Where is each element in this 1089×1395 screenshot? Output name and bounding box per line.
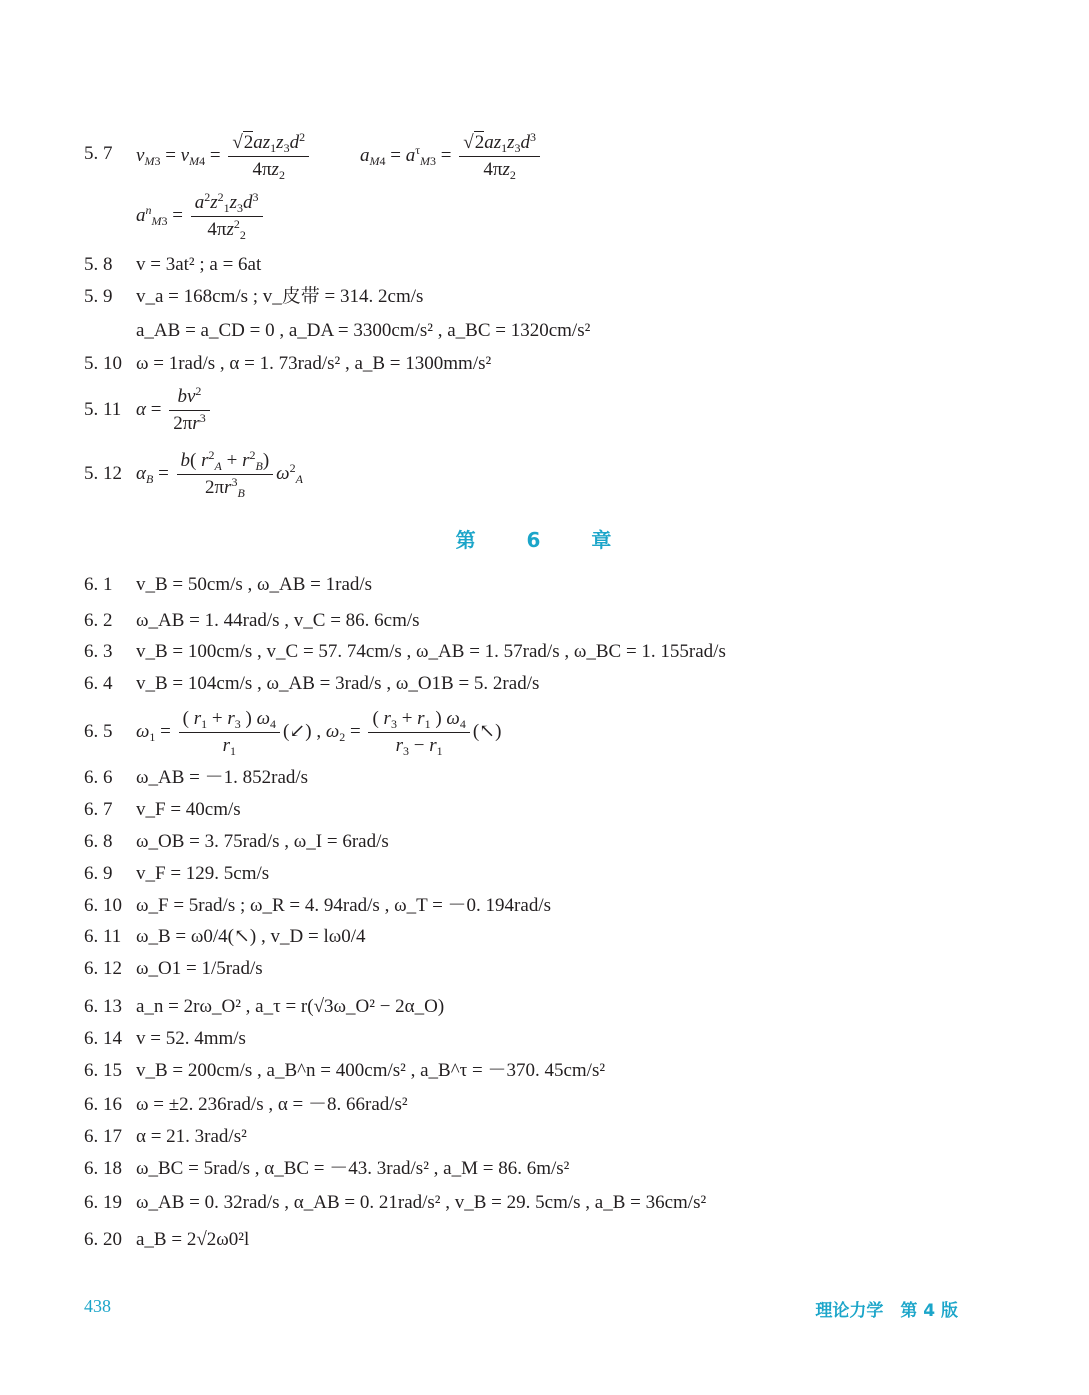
- formula: v_B = 200cm/s , a_B^n = 400cm/s² , a_B^τ = －370. 45cm/s²: [136, 1060, 606, 1081]
- formula: ω_AB = 1. 44rad/s , v_C = 86. 6cm/s: [136, 610, 420, 631]
- item-number: 5. 10: [84, 353, 122, 374]
- formula: ω_AB = 0. 32rad/s , α_AB = 0. 21rad/s² , v_B = 29. 5cm/s , a_B = 36cm/s²: [136, 1192, 707, 1213]
- formula: v_B = 50cm/s , ω_AB = 1rad/s: [136, 574, 373, 595]
- item-number: 6. 15: [84, 1060, 122, 1081]
- item-number: 6. 6: [84, 767, 113, 788]
- answer-5-7: [0, 130, 1000, 182]
- answer-6-6: [0, 762, 1000, 794]
- formula: a_n = 2rω_O² , a_τ = r(√3ω_O² − 2α_O): [136, 996, 445, 1017]
- answer-5-9: [0, 281, 1000, 313]
- answer-6-20: [0, 1224, 1000, 1256]
- item-number: 6. 14: [84, 1028, 122, 1049]
- book-title: 理论力学 第 4 版: [815, 1301, 958, 1321]
- item-number: 5. 9: [84, 286, 113, 307]
- answer-6-9: [0, 858, 1000, 890]
- formula: v = 3at² ; a = 6at: [136, 254, 262, 275]
- formula-5-12: $\alpha_B$ = $\frac{b( r^2_A + r^2_B)}{2\pi r^3_B}$ $\omega^2_A$: [136, 448, 303, 501]
- formula-5-7-an: $a^n_{M3}$ = $\frac{a^2z^2_1z_3d^3}{4\pi z^2_2}$: [136, 190, 266, 243]
- item-number: 6. 3: [84, 641, 113, 662]
- formula: ω_AB = －1. 852rad/s: [136, 767, 309, 788]
- item-number: 6. 17: [84, 1126, 122, 1147]
- formula-5-7-a: $a_{M4} = a^\tau_{M3}$ = $\frac{√2az_1z_3d^3}{4\pi z_2}$: [360, 130, 543, 183]
- formula: v = 52. 4mm/s: [136, 1028, 246, 1049]
- formula: ω_B = ω0/4(↖) , v_D = lω0/4: [136, 926, 366, 947]
- answer-6-17: [0, 1121, 1000, 1153]
- item-number: 6. 9: [84, 863, 113, 884]
- formula: v_F = 129. 5cm/s: [136, 863, 270, 884]
- formula: a_AB = a_CD = 0 , a_DA = 3300cm/s² , a_BC = 1320cm/s²: [136, 320, 591, 341]
- answer-6-18: [0, 1153, 1000, 1185]
- chapter-heading: 第 6 章: [455, 528, 634, 552]
- item-number: 6. 7: [84, 799, 113, 820]
- answer-5-8: [0, 249, 1000, 281]
- item-number: 5. 7: [84, 143, 113, 164]
- answer-6-16: [0, 1089, 1000, 1121]
- item-number: 6. 5: [84, 721, 113, 742]
- formula: ω_O1 = 1/5rad/s: [136, 958, 263, 979]
- formula: v_B = 100cm/s , v_C = 57. 74cm/s , ω_AB = 1. 57rad/s , ω_BC = 1. 155rad/s: [136, 641, 726, 662]
- page-number: 438: [84, 1296, 111, 1316]
- answer-6-1: [0, 569, 1000, 601]
- item-number: 6. 16: [84, 1094, 122, 1115]
- answer-5-7-normal: [0, 190, 1000, 242]
- item-number: 6. 20: [84, 1229, 122, 1250]
- formula: α = 21. 3rad/s²: [136, 1126, 247, 1147]
- formula: v_a = 168cm/s ; v_皮带 = 314. 2cm/s: [136, 286, 424, 307]
- formula: ω_F = 5rad/s ; ω_R = 4. 94rad/s , ω_T = －0. 194rad/s: [136, 895, 551, 916]
- item-number: 6. 11: [84, 926, 122, 947]
- answer-6-3: [0, 636, 1000, 668]
- answer-6-14: [0, 1023, 1000, 1055]
- formula: ω_BC = 5rad/s , α_BC = －43. 3rad/s² , a_M = 86. 6m/s²: [136, 1158, 570, 1179]
- answer-6-10: [0, 890, 1000, 922]
- item-number: 6. 2: [84, 610, 113, 631]
- item-number: 5. 11: [84, 399, 122, 420]
- item-number: 6. 18: [84, 1158, 122, 1179]
- answer-5-10: [0, 348, 1000, 380]
- formula: v_F = 40cm/s: [136, 799, 241, 820]
- formula-5-11: α = $\frac{bv^2}{2\pi r^3}$: [136, 384, 213, 437]
- item-number: 6. 8: [84, 831, 113, 852]
- answer-6-8: [0, 826, 1000, 858]
- formula: ω = ±2. 236rad/s , α = －8. 66rad/s²: [136, 1094, 408, 1115]
- answer-6-5: [0, 706, 1000, 758]
- item-number: 5. 12: [84, 463, 122, 484]
- answer-6-2: [0, 605, 1000, 637]
- answer-6-11: [0, 921, 1000, 953]
- formula: v_B = 104cm/s , ω_AB = 3rad/s , ω_O1B = 5. 2rad/s: [136, 673, 540, 694]
- item-number: 6. 1: [84, 574, 113, 595]
- item-number: 6. 4: [84, 673, 113, 694]
- item-number: 6. 12: [84, 958, 122, 979]
- item-number: 5. 8: [84, 254, 113, 275]
- formula: ω = 1rad/s , α = 1. 73rad/s² , a_B = 1300mm/s²: [136, 353, 492, 374]
- arrow-up-left-icon: ↖: [479, 721, 496, 742]
- arrow-down-left-icon: ↙: [289, 721, 306, 742]
- answer-5-11: [0, 384, 1000, 436]
- answer-5-12: [0, 448, 1000, 500]
- answer-6-12: [0, 953, 1000, 985]
- answer-6-7: [0, 794, 1000, 826]
- formula: a_B = 2√2ω0²l: [136, 1229, 250, 1250]
- item-number: 6. 13: [84, 996, 122, 1017]
- answer-6-13: [0, 991, 1000, 1023]
- answer-6-15: [0, 1055, 1000, 1087]
- formula-5-7-v: $v_{M3} = v_{M4}$ = $\frac{√2az_1z_3d^2}{4\pi z_2}$: [136, 130, 312, 183]
- answer-5-9-b: [0, 315, 1000, 347]
- formula: ω_OB = 3. 75rad/s , ω_I = 6rad/s: [136, 831, 389, 852]
- answer-6-19: [0, 1187, 1000, 1219]
- item-number: 6. 10: [84, 895, 122, 916]
- item-number: 6. 19: [84, 1192, 122, 1213]
- answer-6-4: [0, 668, 1000, 700]
- formula-6-5: $\omega_1$ = $\frac{( r_1 + r_3 ) \omega_4}{r_1}$ (↙) , $\omega_2$ = $\frac{( r_3 + r_1 ) \omega_4}{r_3 - r_1}$ (↖): [136, 706, 501, 759]
